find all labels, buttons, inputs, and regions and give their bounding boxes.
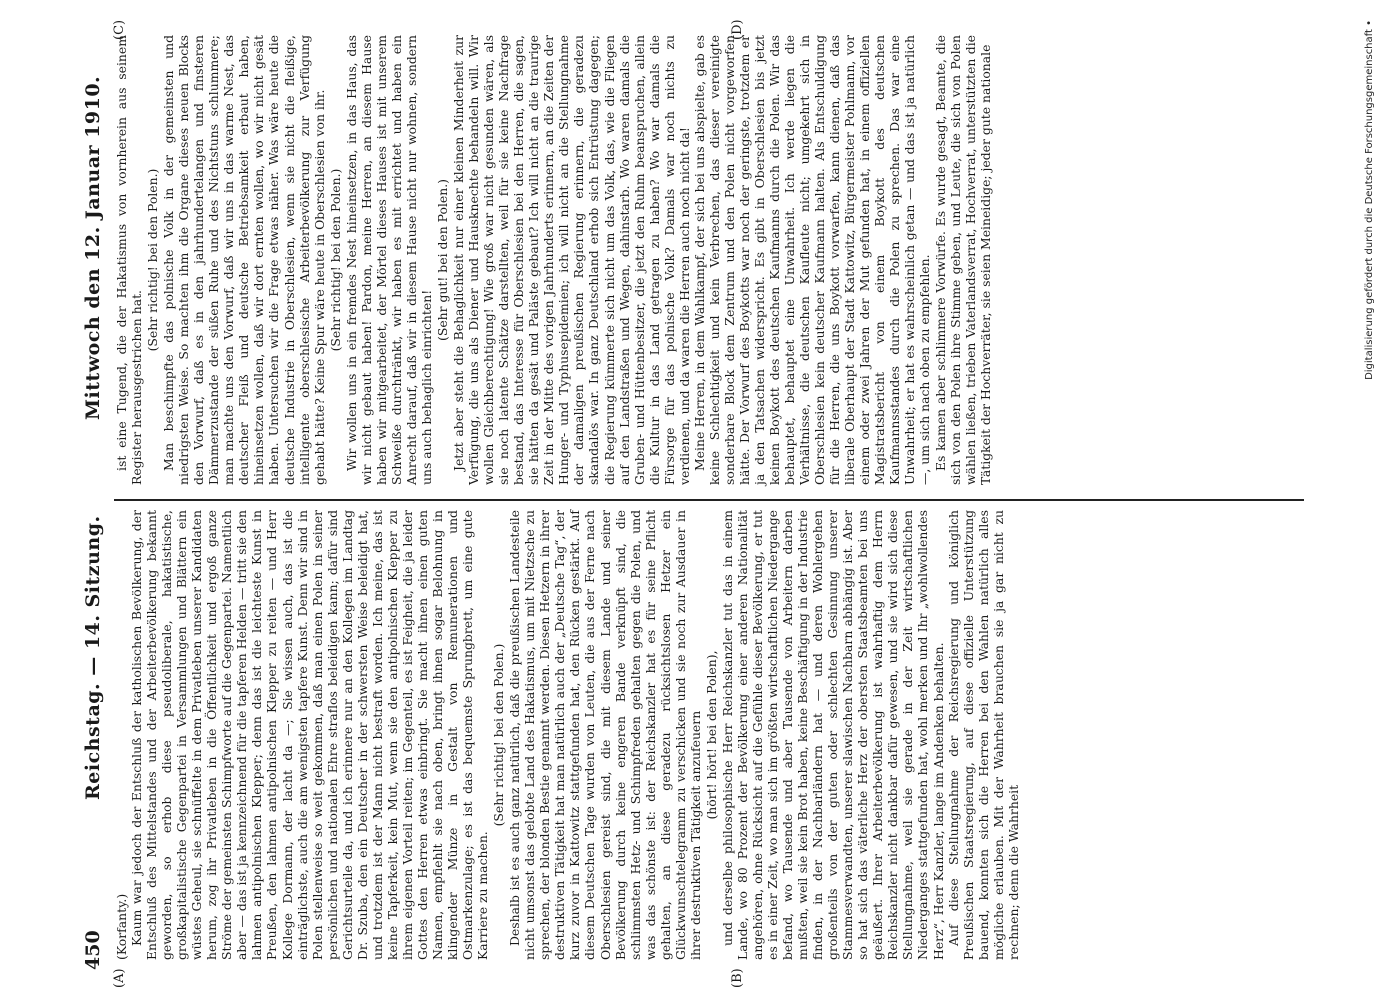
running-title: Reichstag. — 14. Sitzung. xyxy=(82,515,104,800)
page-header xyxy=(80,10,108,990)
page-number: 450 xyxy=(82,930,104,970)
paragraph: Kaum war jedoch der Entschluß der katholischen Bevölkerung, der Entschluß des Mittelstandes und der Arbeiterbevölkerung bekannt geworden, so erhob diese pseudoliberale, hakatistische, großkapitalistische Gegenpartei in Versammlungen und Blättern ein wüstes Geheul, sie schnüffelte in dem Privatleben unserer Kandidaten herum, zog ihr Privatleben in die Öffentlichkeit und ergoß ganze Ströme der gemeinsten Schimpfworte auf die Gegenpartei. Namentlich aber — das ist ja kennzeichnend für die tapferen Helden — tritt sie den lahmen antipolnischen Klepper; denn das ist die leichteste Kunst in Preußen, den lahmen antipolnischen Klepper zu reiten — und Herr Kollege Dormann, der lacht da —; Sie wissen auch, das ist die einträglichste, auch die am wenigsten tapfere Kunst. Denn wir sind in Polen stellenweise so weit gekommen, daß man einen Polen in seiner persönlichen und nationalen Ehre straflos beleidigen kann; dafür sind Gerichtsurteile da, und ich erinnere nur an den Kollegen im Landtag Dr. Szuba, den ein Deutscher in der schwersten Weise beleidigt hat, und trotzdem ist der Mann nicht bestraft worden. Ich meine, das ist keine Tapferkeit, kein Mut, wenn sie den antipolnischen Klepper zu ihrem eigenen Vorteil reiten; im Gegenteil, es ist Feigheit, die ja leider Gottes den Herren etwas einbringt. Sie macht ihnen einen guten Namen, empfiehlt sie nach oben, bringt ihnen sogar Belohnung in klingender Münze in Gestalt von Remunerationen und Ostmarkenzulage; es ist das bequemste Sprungbrett, um eine gute Karriere zu machen. xyxy=(129,510,491,960)
interjection: (Sehr richtig! bei den Polen.) xyxy=(491,643,507,827)
marker-b: (B) xyxy=(730,968,745,988)
marker-d: (D) xyxy=(730,19,745,40)
paragraph: Wir wollen uns in ein fremdes Nest hineinsetzen, in das Haus, das wir nicht gebaut haben! Pardon, meine Herren, an diesem Hause haben wir mitgearbeitet, der Mörtel dieses Hauses ist mit unserem Schweiße durchtränkt, wir haben es mit errichtet und haben ein Anrecht darauf, daß wir in diesem Hause nicht nur wohnen, sondern uns auch behaglich einrichten! xyxy=(343,35,434,485)
right-column xyxy=(114,35,993,485)
speaker-name: (Korfanty.) xyxy=(114,893,129,960)
marker-c: (C) xyxy=(112,19,127,40)
paragraph: ist eine Tugend, die der Hakatismus von vornherein aus seinem Register herausgestrichen hat. xyxy=(114,35,145,485)
paragraph: Es kamen aber schlimmere Vorwürfe. Es wurde gesagt, Beamte, die sich von den Polen ihre Stimme geben, und Leute, die sich von Polen wählen ließen, trieben Vaterlandsverrat, Hochverrat, unterstützten die Tätigkeit der Hochverräter, sie seien Meineidige; jeder gute nationale xyxy=(932,35,993,485)
paragraph: und derselbe philosophische Herr Reichskanzler tut das in einem Lande, wo 80 Prozent der Bevölkerung einer anderen Nationalität angehören, ohne Rücksicht auf die Gefühle dieser Bevölkerung, er tut es in einer Zeit, wo man sich im größten wirtschaftlichen Niedergange befand, wo Tausende und aber Tausende von Arbeitern darben mußten, weil sie kein Brot haben, keine Beschäftigung in der Industrie finden, in der Nachbarländern hat — und deren Wohlergehen großenteils von der guten oder schlechten Gesinnung unserer Stammesverwandten, unserer slawischen Nachbarn abhängig ist. Aber so hat sich das väterliche Herz der obersten Staatsbeamten bei uns geäußert. Ihrer Arbeiterbevölkerung ist wahrhaftig dem Herrn Reichskanzler nicht dankbar dafür gewesen, und sie wird sich diese Stellungnahme, weil sie gerade in der Zeit wirtschaftlichen Niederganges stattgefunden hat, wohl merken und Ihr „wohlwollendes Herz“, Herr Kanzler, lange im Andenken behalten. xyxy=(719,510,946,960)
interjection: (hört! hört! bei den Polen), xyxy=(703,650,719,820)
newspaper-page xyxy=(40,10,1340,990)
interjection: (Sehr richtig! bei den Polen.) xyxy=(145,168,161,352)
paragraph: Deshalb ist es auch ganz natürlich, daß die preußischen Landesteile nicht umsonst das gelobte Land des Hakatismus, um mit Nietzsche zu sprechen, der blonden Bestie genannt werden. Diesen Hetzern in ihrer destruktiven Tätigkeit hat man natürlich auch der „Deutsche Tag“, der kurz zuvor in Kattowitz stattgefunden hat, den Rücken gestärkt. Auf diesem Deutschen Tage wurden von Leuten, die aus der Ferne nach Oberschlesien gereist sind, die mit diesem Lande und seiner Bevölkerung durch keine engeren Bande verknüpft sind, die schlimmsten Hetz- und Schimpfreden gehalten gegen die Polen, und was das schönste ist: der Reichskanzler hat es für seine Pflicht gehalten, an diese geradezu rücksichtslosen Hetzer ein Glückwunschtelegramm zu verschicken und sie noch zur Ausdauer in ihrer destruktiven Tätigkeit anzufeuern xyxy=(507,510,703,960)
marker-a: (A) xyxy=(112,968,127,988)
paragraph: Man beschimpfte das polnische Volk in der gemeinsten und niedrigsten Weise. So machten ihm die Organe dieses neuen Blocks den Vorwurf, daß es in den jahrhundertelangen und finsteren Dämmerzustande der süßen Ruhe und des Nichtstuns schlummere; man machte uns den Vorwurf, daß wir uns in das warme Nest, das deutscher Fleiß und deutsche Betriebsamkeit erbaut haben, hineinsetzen wollen, daß wir dort ernten wollen, wo wir nicht gesät haben. Untersuchen wir die Frage etwas näher. Was wäre heute die deutsche Industrie in Oberschlesien, wenn sie nicht die fleißige, intelligente oberschlesische Arbeiterbevölkerung zur Verfügung gehabt hätte? Keine Spur wäre heute in Oberschlesien von ihr. xyxy=(161,35,327,485)
column-divider xyxy=(114,499,1304,501)
interjection: (Sehr gut! bei den Polen.) xyxy=(434,179,450,341)
interjection: (Sehr richtig! bei den Polen.) xyxy=(327,168,343,352)
paragraph: Jetzt aber steht die Behaglichkeit nur einer kleinen Minderheit zur Verfügung, die uns als Diener und Hausknechte behandeln will. Wir wollen Gleichberechtigung! Wie groß war nicht gesunden wären, als sie noch latente Schätze darstellten, weil für sie keine Nachfrage bestand, das Interesse für Oberschlesien bei den Herren, die sagen, sie hätten da gesät und Paläste gebaut? Ich will nicht an die traurige Zeit in der Mitte des vorigen Jahrhunderts erinnern, an die Zeiten der Hunger- und Typhusepidemien; ich will nicht an die Stellungnahme der damaligen preußischen Regierung erinnern, die geradezu skandalös war. In ganz Deutschland erhob sich Entrüstung dagegen; die Regierung kümmerte sich nicht um das Volk, das, wie die Fliegen auf den Landstraßen und Wegen, dahinstarb. Wo waren damals die Gruben- und Hüttenbesitzer, die jetzt den Ruhm beanspruchen, allein die Kultur in das Land getragen zu haben? Wo war damals die Fürsorge für das polnische Volk? Damals war noch nichts zu verdienen, und da waren die Herren auch noch nicht da! xyxy=(451,35,692,485)
digitization-note: Digitalisierung gefördert durch die Deutsche Forschungsgemeinschaft • xyxy=(1364,20,1375,380)
session-date: Mittwoch den 12. Januar 1910. xyxy=(82,75,104,420)
left-column xyxy=(114,510,1021,960)
paragraph: Auf diese Stellungnahme der Reichsregierung und königlich Preußischen Staatsregierung, auf diese offizielle Unterstützung bauend, konnten sich die Herren bei den Wahlen natürlich alles mögliche erlauben. Mit der Wahrheit brauchen sie ja gar nicht zu rechnen; denn die Wahrheit xyxy=(945,510,1021,960)
paragraph: Meine Herren, in dem Wahlkampf, der sich bei uns abspielte, gab es keine Schlechtigkeit und kein Verbrechen, das dieser vereinigte sonderbare Block dem Zentrum und den Polen nicht vorgeworfen hätte. Der Vorwurf des Boykotts war noch der geringste, trotzdem er ja den Tatsachen widerspricht. Es gibt in Oberschlesien bis jetzt keinen Boykott des deutschen Kaufmanns durch die Polen. Wir das behauptet, behauptet eine Unwahrheit. Ich werde liegen die Verhältnisse, die deutschen Kaufleute nicht; umgekehrt sich in Oberschlesien kein deutscher Kaufmann halten. Als Entschuldigung für die Herren, die uns Boykott vorwarfen, kann dienen, daß das liberale Oberhaupt der Stadt Kattowitz, Bürgermeister Pohlmann, vor einem oder zwei Jahren der Mut gefunden hat, in einem offiziellen Magistratsbericht von einem Boykott des deutschen Kaufmannsstandes durch die Polen zu sprechen. Das war eine Unwahrheit; er hat es wahrscheinlich getan — und das ist ja natürlich —, um sich nach oben zu empfehlen. xyxy=(691,35,933,485)
